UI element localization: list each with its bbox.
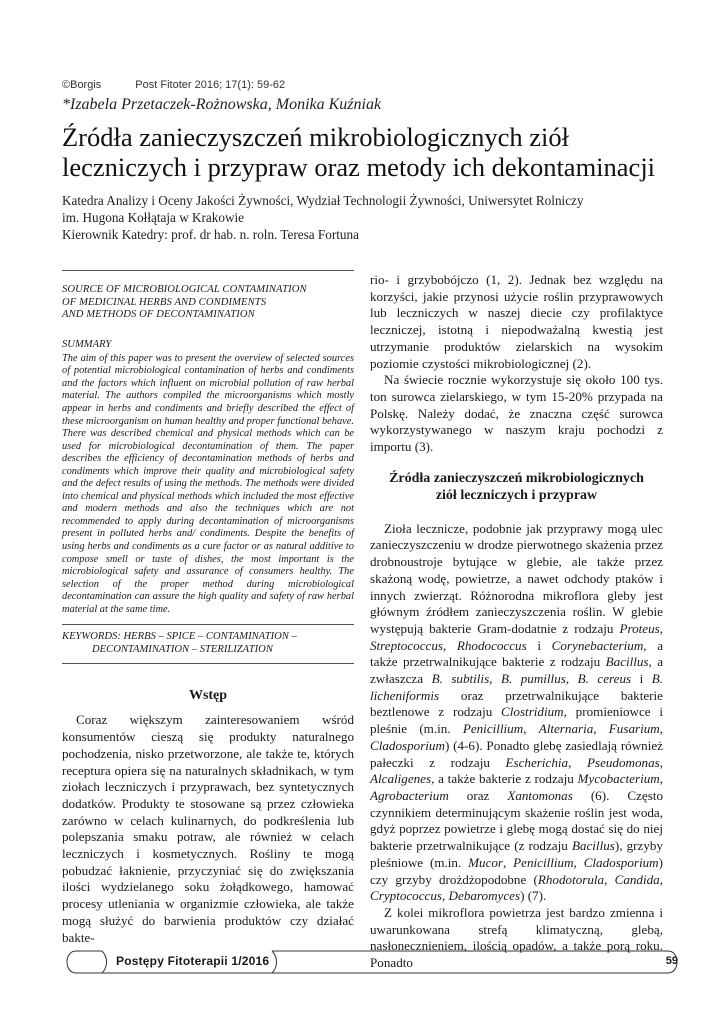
summary-heading: SUMMARY bbox=[62, 338, 112, 350]
text-run: , a także bakterie z rodzaju bbox=[431, 771, 578, 787]
authors: *Izabela Przetaczek-Rożnowska, Monika Kuźniak bbox=[62, 96, 382, 113]
affiliation bbox=[62, 192, 672, 243]
species-name: B. subtilis bbox=[431, 671, 490, 687]
english-title bbox=[62, 284, 354, 322]
text-run: , a zwłaszcza bbox=[370, 654, 664, 687]
paragraph-statistics: Na świecie rocznie wykorzystuje się około 100 tys. ton surowca zielarskiego, w tym 15-20% przypada na Polskę. Należy dodać, że znaczna część surowca wykorzystywanego w naszym kraju pochodzi z importu (3). bbox=[370, 372, 663, 455]
species-name: B. licheniformis bbox=[370, 671, 664, 703]
genus-name: Alternaria bbox=[538, 721, 594, 737]
separator: i bbox=[631, 671, 652, 687]
publication-info: Post Fitoter 2016; 17(1): 59-62 bbox=[135, 79, 286, 91]
text-run: oraz przetrwalnikujące bakterie beztlenowe z rodzaju bbox=[370, 687, 663, 720]
page-footer bbox=[62, 949, 682, 975]
species-name: B. pumillus bbox=[500, 671, 566, 687]
english-title-line-3: AND METHODS OF DECONTAMINATION bbox=[62, 309, 255, 321]
section-heading-line-1: Źródła zanieczyszczeń mikrobiologicznych bbox=[389, 470, 644, 486]
intro-text: Coraz większym zainteresowaniem wśród konsumentów cieszą się produkty naturalnego pochodzenia, nisko przetworzone, ale także te, których receptura opiera się na naturalnych składnikach, w tym ziołach leczniczych i przyprawach, bez syntetycznych dodatków. Produkty te stosowane są przez człowieka zarówno w celach kulinarnych, do podkreślenia lub polepszania smaku potraw, ale również w celach leczniczych i kosmetycznych. Rośliny te mogą pobudzać łaknienie, przyczyniać się do zwiększania ilości wydzielanego soku żołądkowego, hamować procesy utleniania w organizmie człowieka, ale także mogą służyć do barwienia produktów czy działać bakte- bbox=[62, 712, 354, 945]
text-run: ) (7). bbox=[520, 888, 547, 904]
genus-name: Penicillium bbox=[513, 854, 574, 870]
separator: , bbox=[604, 871, 615, 887]
text-run: , promieniowce i pleśnie (m.in. bbox=[370, 704, 664, 737]
paragraph-air: Z kolei mikroflora powietrza jest bardzo zmienna i uwarunkowana strefą klimatyczną, glebą, nasłonecznieniem, ilością opadów, a także porą roku. Ponadto bbox=[370, 904, 663, 971]
keywords-line-2: DECONTAMINATION – STERILIZATION bbox=[92, 643, 273, 655]
separator: , bbox=[659, 754, 663, 770]
genus-name: Agrobacterium bbox=[370, 787, 449, 803]
keywords-line-1: KEYWORDS: HERBS – SPICE – CONTAMINATION – bbox=[62, 631, 297, 643]
separator: , bbox=[442, 888, 449, 904]
left-column bbox=[62, 270, 354, 946]
separator: , bbox=[523, 721, 539, 737]
intro-heading: Wstęp bbox=[188, 688, 228, 704]
genus-name: Mycobacterium bbox=[577, 771, 660, 787]
paragraph-continued: rio- i grzybobójczo (1, 2). Jednak bez względu na korzyści, jakie przynosi użycie roślin przyprawowych lub leczniczych w naszej diecie czy profilaktyce leczniczej, istotną i niepodważalną kwestią jest utrzymanie produktów zielarskich na wysokim poziomie czystości mikrobiologicznej (2). bbox=[370, 272, 663, 371]
species-name: B. cereus bbox=[577, 671, 632, 687]
genus-name: Clostridium bbox=[501, 704, 564, 720]
separator: , bbox=[489, 671, 501, 687]
genus-name: Escherichia bbox=[505, 754, 569, 770]
genus-name: Bacillus bbox=[571, 838, 615, 854]
section-heading-sources bbox=[370, 470, 663, 504]
genus-name: Pseudomonas bbox=[586, 754, 660, 770]
article-title: Źródła zanieczyszczeń mikrobiologicznych ziół leczniczych i przypraw oraz metody ich dekontaminacji bbox=[62, 122, 656, 182]
separator: , bbox=[659, 620, 663, 636]
genus-name: Rhodococcus bbox=[456, 637, 527, 653]
text-run: Zioła lecznicze, podobnie jak przyprawy mogą ulec zanieczyszczeniu w drodze pierwotnego skażenia przez drobnoustroje bytujące w glebie, ale także przez skażoną wodę, powietrze, a nawet odchody ptaków i innych zwierząt. Różnorodna mikroflora gleby jest głównym źródłem zanieczyszczenia roślin. W glebie występują bakterie Gram-dodatnie z rodzaju bbox=[370, 520, 663, 636]
separator: i bbox=[526, 637, 552, 653]
top-rule bbox=[62, 270, 354, 271]
genus-name: Penicillium bbox=[462, 721, 524, 737]
genus-name: Candida bbox=[614, 871, 660, 887]
genus-name: Proteus bbox=[619, 620, 660, 636]
header-line bbox=[62, 79, 285, 91]
text-run: ) czy grzyby drożdżopodobne ( bbox=[370, 854, 663, 887]
keywords bbox=[62, 631, 354, 656]
department-head: Kierownik Katedry: prof. dr hab. n. roln. Teresa Fortuna bbox=[62, 227, 359, 242]
affiliation-line-2: im. Hugona Kołłątaja w Krakowie bbox=[62, 210, 245, 225]
separator: , bbox=[503, 854, 514, 870]
separator: , bbox=[565, 671, 578, 687]
paragraph-sources bbox=[370, 521, 663, 905]
text-run: ), grzyby pleśniowe (m.in. bbox=[370, 838, 663, 870]
separator: , bbox=[659, 771, 663, 787]
genus-name: Cladosporium bbox=[370, 737, 445, 753]
genus-name: Alcaligenes bbox=[370, 771, 432, 787]
separator: , bbox=[573, 854, 584, 870]
genus-name: Xantomonas bbox=[507, 787, 573, 803]
english-title-line-2: OF MEDICINAL HERBS AND CONDIMENTS bbox=[62, 296, 267, 308]
genus-name: Mucor bbox=[468, 854, 504, 870]
english-title-line-1: SOURCE OF MICROBIOLOGICAL CONTAMINATION bbox=[62, 284, 307, 295]
text-run: oraz bbox=[448, 787, 508, 803]
keywords-rule bbox=[62, 624, 354, 625]
separator: , bbox=[593, 721, 609, 737]
footer-journal: Postępy Fitoterapii 1/2016 bbox=[116, 954, 270, 968]
separator: , bbox=[442, 637, 457, 653]
separator: , bbox=[659, 721, 664, 737]
genus-name: Cryptococcus bbox=[370, 888, 442, 904]
genus-name: Bacillus bbox=[605, 654, 649, 670]
genus-name: Debaromyces bbox=[448, 888, 521, 904]
page-number: 59 bbox=[665, 955, 678, 967]
summary-text: The aim of this paper was to present the overview of selected sources of potential microbiological contamination of herbs and condiments and the factors which influent on microbial pollution of raw herbal material. The authors compiled the microorganisms which mostly appear in herbs and condiments and briefly described the effect of these microorganism on human healthy and proper functional behave. There was described chemical and physical methods which can be used for microbiological decontamination of them. The paper describes the efficiency of decontamination methods of herbs and condiments which improve their quality and microbiological safety and the defect results of using the methods. The methods were divided into chemical and physical methods which included the most effective and modern methods and also the techniques which are not recommended to apply during decontamination of microorganisms present in polluted herbs and/ condiments. Despite the benefits of using herbs and condiments as a cure factor or as natural additive to compose smell or taste of dishes, the most important is the microbiological safety and assurance of consumers healthy. The selection of the proper method during microbiological decontamination can assure the high quality and safety of raw herbal material at the same time. bbox=[62, 352, 354, 615]
right-column bbox=[370, 272, 663, 972]
separator: , bbox=[568, 754, 587, 770]
bottom-rule bbox=[62, 663, 354, 664]
text-run: ) (4-6). Ponadto glebę zasiedlają również pałeczki z rodzaju bbox=[370, 737, 663, 770]
genus-name: Corynebacterium bbox=[551, 637, 644, 653]
affiliation-line-1: Katedra Analizy i Oceny Jakości Żywności, Wydział Technologii Żywności, Uniwersytet Rolniczy bbox=[62, 193, 584, 208]
section-heading-line-2: ziół leczniczych i przypraw bbox=[435, 487, 598, 503]
genus-name: Fusarium bbox=[608, 721, 660, 737]
text-run: , a także przetrwalnikujące bakterie z rodzaju bbox=[370, 637, 664, 670]
genus-name: Streptococcus bbox=[370, 637, 443, 653]
separator: , bbox=[659, 871, 663, 887]
text-run: (6). Często czynnikiem determinującym skażenie roślin jest woda, gdyż poprzez powietrze i glebę mogą dostać się do niej bakterie przetrwalnikujące (z rodzaju bbox=[370, 787, 663, 854]
genus-name: Rhodotorula bbox=[537, 871, 605, 887]
genus-name: Cladosporium bbox=[583, 854, 659, 870]
copyright: ©Borgis bbox=[62, 79, 102, 91]
